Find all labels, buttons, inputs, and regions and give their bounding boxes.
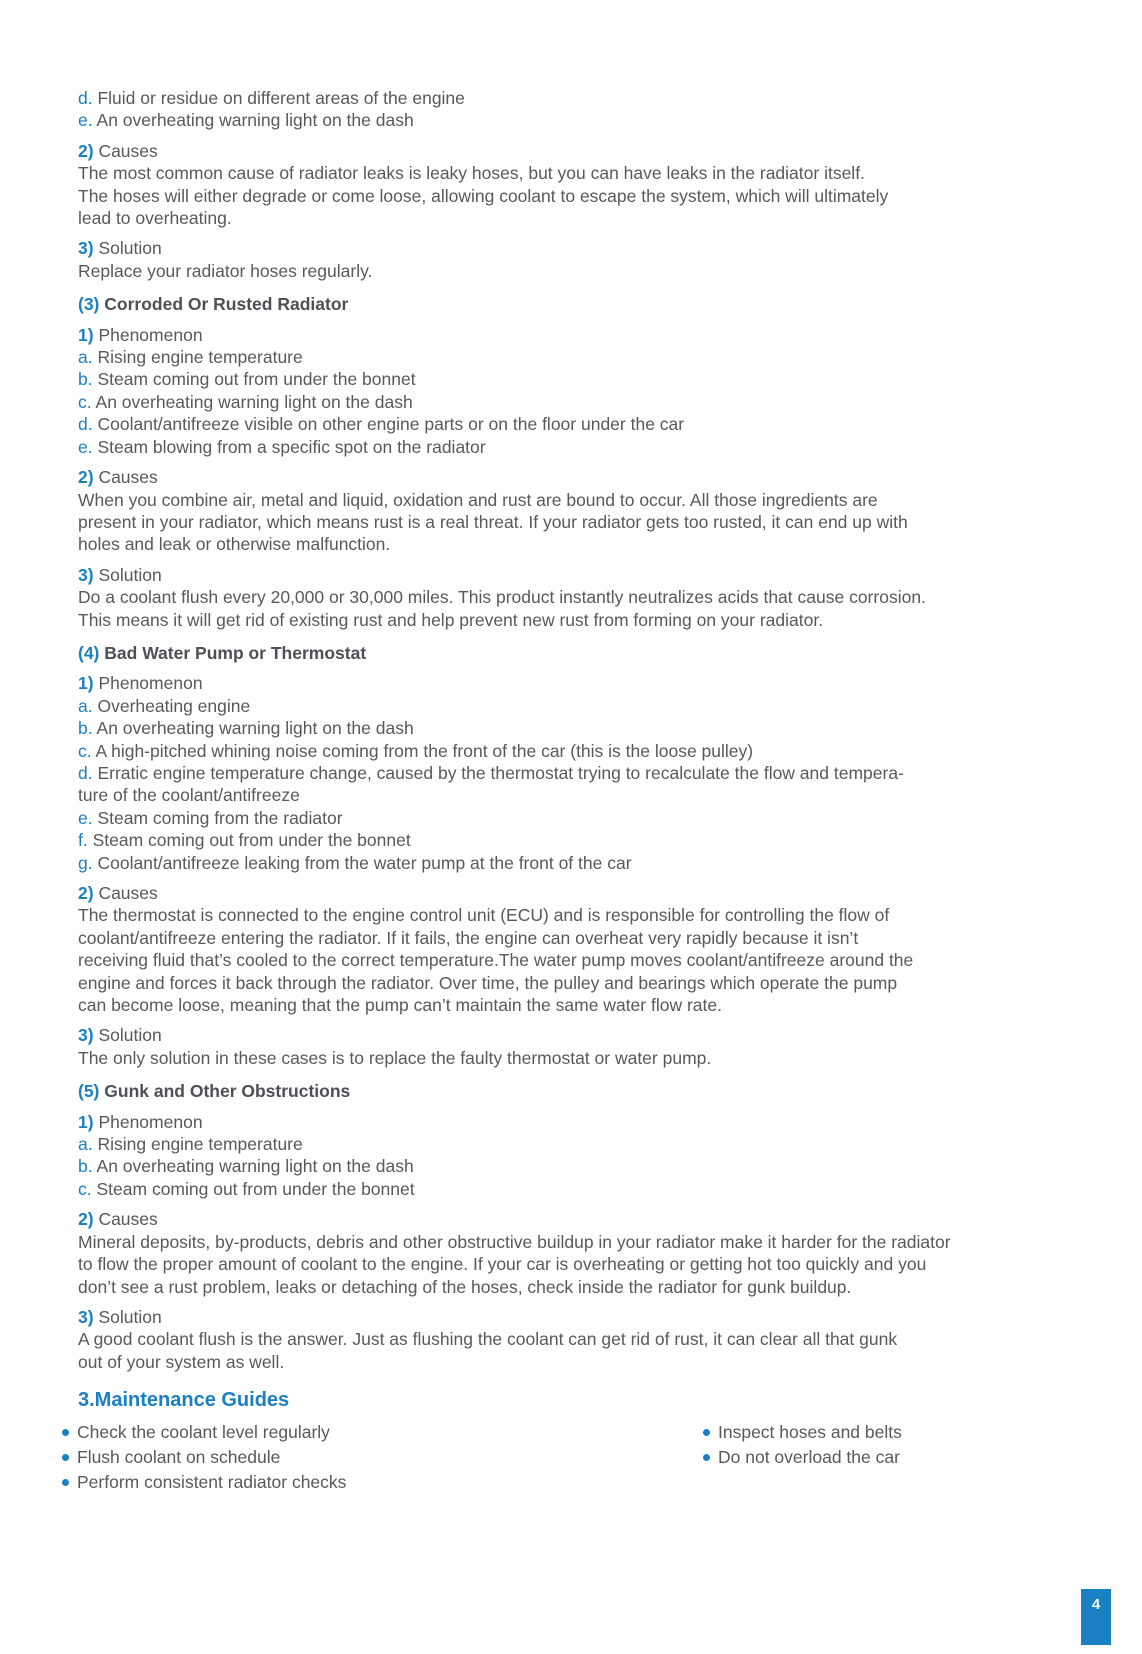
item-label: c.: [78, 1178, 92, 1199]
paragraph-line: can become loose, meaning that the pump can’t maintain the same water flow rate.: [78, 995, 722, 1016]
item-text: Overheating engine: [97, 695, 251, 716]
paragraph-line: The most common cause of radiator leaks is leaky hoses, but you can have leaks in the radiator itself.: [78, 163, 865, 184]
item-label: a.: [78, 1134, 93, 1155]
item-label: g.: [78, 852, 93, 873]
item-label: 3): [78, 1306, 94, 1327]
item-label: 2): [78, 140, 94, 161]
paragraph-line: to flow the proper amount of coolant to the engine. If your car is overheating or getting hot too quickly and you: [78, 1254, 927, 1275]
item-label: e.: [78, 110, 93, 131]
item-label: 1): [78, 1111, 94, 1132]
bullet-dot-icon: [62, 1429, 69, 1436]
bullet-text: Check the coolant level regularly: [77, 1422, 330, 1443]
paragraph-line: The only solution in these cases is to replace the faulty thermostat or water pump.: [78, 1047, 712, 1068]
item-label: 3): [78, 564, 94, 585]
paragraph: [78, 162, 1084, 229]
lettered-item: [78, 807, 1084, 829]
numbered-heading: [78, 882, 1084, 904]
item-text: Solution: [98, 1025, 162, 1046]
item-text: Steam coming out from under the bonnet: [92, 830, 411, 851]
bullet-text: Do not overload the car: [718, 1447, 900, 1468]
paragraph-line: This means it will get rid of existing rust and help prevent new rust from forming on your radiator.: [78, 609, 824, 630]
document-content: [78, 87, 1084, 1495]
item-label: (3): [78, 294, 100, 315]
page-number-badge: [1081, 1589, 1111, 1645]
item-text: Steam coming out from under the bonnet: [97, 369, 416, 390]
item-label: e.: [78, 436, 93, 457]
item-text: Bad Water Pump or Thermostat: [104, 642, 367, 663]
item-text: Fluid or residue on different areas of the engine: [97, 88, 465, 108]
paragraph: [78, 1328, 1084, 1373]
item-text: Steam blowing from a specific spot on the radiator: [97, 436, 486, 457]
lettered-item: [78, 1178, 1084, 1200]
item-text: Coolant/antifreeze leaking from the water pump at the front of the car: [97, 852, 632, 873]
item-label: f.: [78, 830, 88, 851]
item-text: An overheating warning light on the dash: [96, 718, 414, 739]
lettered-item: [78, 1133, 1084, 1155]
paragraph-line: The hoses will either degrade or come loose, allowing coolant to escape the system, which will ultimately: [78, 185, 889, 206]
paragraph-line: The thermostat is connected to the engine control unit (ECU) and is responsible for controlling the flow of: [78, 905, 890, 926]
item-label: b.: [78, 369, 93, 390]
numbered-heading: [78, 237, 1084, 259]
lettered-item: [78, 368, 1084, 390]
item-text: An overheating warning light on the dash: [96, 110, 414, 131]
bullet-item: [61, 1470, 702, 1495]
numbered-heading: [78, 1208, 1084, 1230]
item-label: b.: [78, 718, 93, 739]
lettered-item: [78, 695, 1084, 717]
item-text: Rising engine temperature: [97, 1134, 303, 1155]
paragraph-line: Do a coolant flush every 20,000 or 30,000 miles. This product instantly neutralizes acids that cause corrosion.: [78, 587, 926, 608]
numbered-heading: [78, 1024, 1084, 1046]
item-continuation-line: ture of the coolant/antifreeze: [78, 785, 300, 806]
item-label: a.: [78, 695, 93, 716]
bullet-item: [702, 1445, 1084, 1470]
numbered-heading: [78, 466, 1084, 488]
item-text: Erratic engine temperature change, caused by the thermostat trying to recalculate the flow and tempera-: [97, 762, 904, 783]
paragraph-line: present in your radiator, which means rust is a real threat. If your radiator gets too rusted, it can end up with: [78, 511, 908, 532]
paragraph-line: holes and leak or otherwise malfunction.: [78, 534, 391, 555]
item-label: 3): [78, 1025, 94, 1046]
item-text: Coolant/antifreeze visible on other engine parts or on the floor under the car: [97, 414, 685, 435]
item-label: 2): [78, 1209, 94, 1230]
paragraph: [78, 586, 1084, 631]
paragraph-line: receiving fluid that’s cooled to the correct temperature.The water pump moves coolant/antifreeze around the: [78, 950, 914, 971]
numbered-heading: [78, 1306, 1084, 1328]
lettered-item: [78, 762, 1084, 784]
bullet-dot-icon: [62, 1479, 69, 1486]
maintenance-section: [61, 1387, 1084, 1495]
paragraph-line: Mineral deposits, by-products, debris and other obstructive buildup in your radiator make it harder for the radiator: [78, 1231, 951, 1252]
item-text: Solution: [98, 238, 162, 259]
item-label: a.: [78, 347, 93, 368]
item-text: Rising engine temperature: [97, 347, 303, 368]
item-text: Corroded Or Rusted Radiator: [104, 294, 349, 315]
maintenance-column-right: [702, 1420, 1084, 1495]
lettered-item: [78, 1155, 1084, 1177]
item-label: d.: [78, 414, 93, 435]
bullet-dot-icon: [703, 1454, 710, 1461]
item-text: Causes: [98, 467, 158, 488]
paragraph: [78, 904, 1084, 1016]
lettered-item: [78, 829, 1084, 851]
paragraph: [78, 1231, 1084, 1298]
lettered-item: [78, 852, 1084, 874]
lettered-item: [78, 740, 1084, 762]
bullet-item: [61, 1420, 702, 1445]
numbered-heading: [78, 1111, 1084, 1133]
item-text: Causes: [98, 1209, 158, 1230]
item-label: d.: [78, 88, 93, 108]
item-label: 3): [78, 238, 94, 259]
lettered-item: [78, 87, 1084, 109]
item-label: 2): [78, 883, 94, 903]
section-heading: [78, 1080, 1084, 1102]
paragraph-line: Replace your radiator hoses regularly.: [78, 260, 373, 281]
numbered-heading: [78, 324, 1084, 346]
bullet-dot-icon: [62, 1454, 69, 1461]
item-label: (4): [78, 642, 100, 663]
lettered-item: [78, 391, 1084, 413]
bullet-text: Perform consistent radiator checks: [77, 1472, 347, 1493]
section-heading: [78, 642, 1084, 664]
bullet-text: Flush coolant on schedule: [77, 1447, 281, 1468]
item-text: An overheating warning light on the dash: [96, 1156, 414, 1177]
item-text: Solution: [98, 564, 162, 585]
bullet-item: [702, 1420, 1084, 1445]
item-text: Solution: [98, 1306, 162, 1327]
item-text: Gunk and Other Obstructions: [104, 1081, 351, 1102]
item-label: d.: [78, 762, 93, 783]
item-label: 1): [78, 673, 94, 694]
item-text: Causes: [98, 140, 158, 161]
numbered-heading: [78, 564, 1084, 586]
numbered-heading: [78, 672, 1084, 694]
item-text: A high-pitched whining noise coming from the front of the car (this is the loose pulley): [95, 740, 754, 761]
item-text: An overheating warning light on the dash: [95, 391, 413, 412]
item-text: Steam coming from the radiator: [97, 807, 343, 828]
item-label: c.: [78, 391, 92, 412]
bullet-dot-icon: [703, 1429, 710, 1436]
paragraph-line: A good coolant flush is the answer. Just as flushing the coolant can get rid of rust, it can clear all that gunk: [78, 1329, 898, 1350]
item-label: c.: [78, 740, 92, 761]
paragraph-line: engine and forces it back through the radiator. Over time, the pulley and bearings which operate the pump: [78, 972, 898, 993]
item-label: b.: [78, 1156, 93, 1177]
maintenance-column-left: [61, 1420, 702, 1495]
maintenance-columns: [61, 1420, 1084, 1495]
paragraph: [78, 260, 1084, 282]
paragraph-line: lead to overheating.: [78, 208, 232, 229]
item-text: Steam coming out from under the bonnet: [96, 1178, 415, 1199]
item-text: Causes: [98, 883, 158, 903]
numbered-heading: [78, 140, 1084, 162]
item-text: Phenomenon: [98, 673, 203, 694]
bullet-item: [61, 1445, 702, 1470]
bullet-text: Inspect hoses and belts: [718, 1422, 902, 1443]
lettered-item: [78, 346, 1084, 368]
maintenance-title: 3.Maintenance Guides: [78, 1389, 290, 1412]
paragraph: [78, 489, 1084, 556]
item-label: e.: [78, 807, 93, 828]
paragraph-line: coolant/antifreeze entering the radiator. If it fails, the engine can overheat very rapidly because it isn’t: [78, 927, 859, 948]
paragraph: [78, 1047, 1084, 1069]
item-text: Phenomenon: [98, 324, 203, 345]
item-text: Phenomenon: [98, 1111, 203, 1132]
item-label: 1): [78, 324, 94, 345]
item-label: (5): [78, 1081, 100, 1102]
lettered-item: [78, 717, 1084, 739]
paragraph-line: When you combine air, metal and liquid, oxidation and rust are bound to occur. All those ingredients are: [78, 489, 878, 510]
item-label: 2): [78, 467, 94, 488]
section-heading: [78, 293, 1084, 315]
lettered-item: [78, 109, 1084, 131]
paragraph-line: don’t see a rust problem, leaks or detaching of the hoses, check inside the radiator for gunk buildup.: [78, 1276, 852, 1297]
paragraph-line: out of your system as well.: [78, 1351, 285, 1372]
page-number: 4: [1091, 1596, 1101, 1613]
lettered-item: [78, 436, 1084, 458]
lettered-item: [78, 413, 1084, 435]
